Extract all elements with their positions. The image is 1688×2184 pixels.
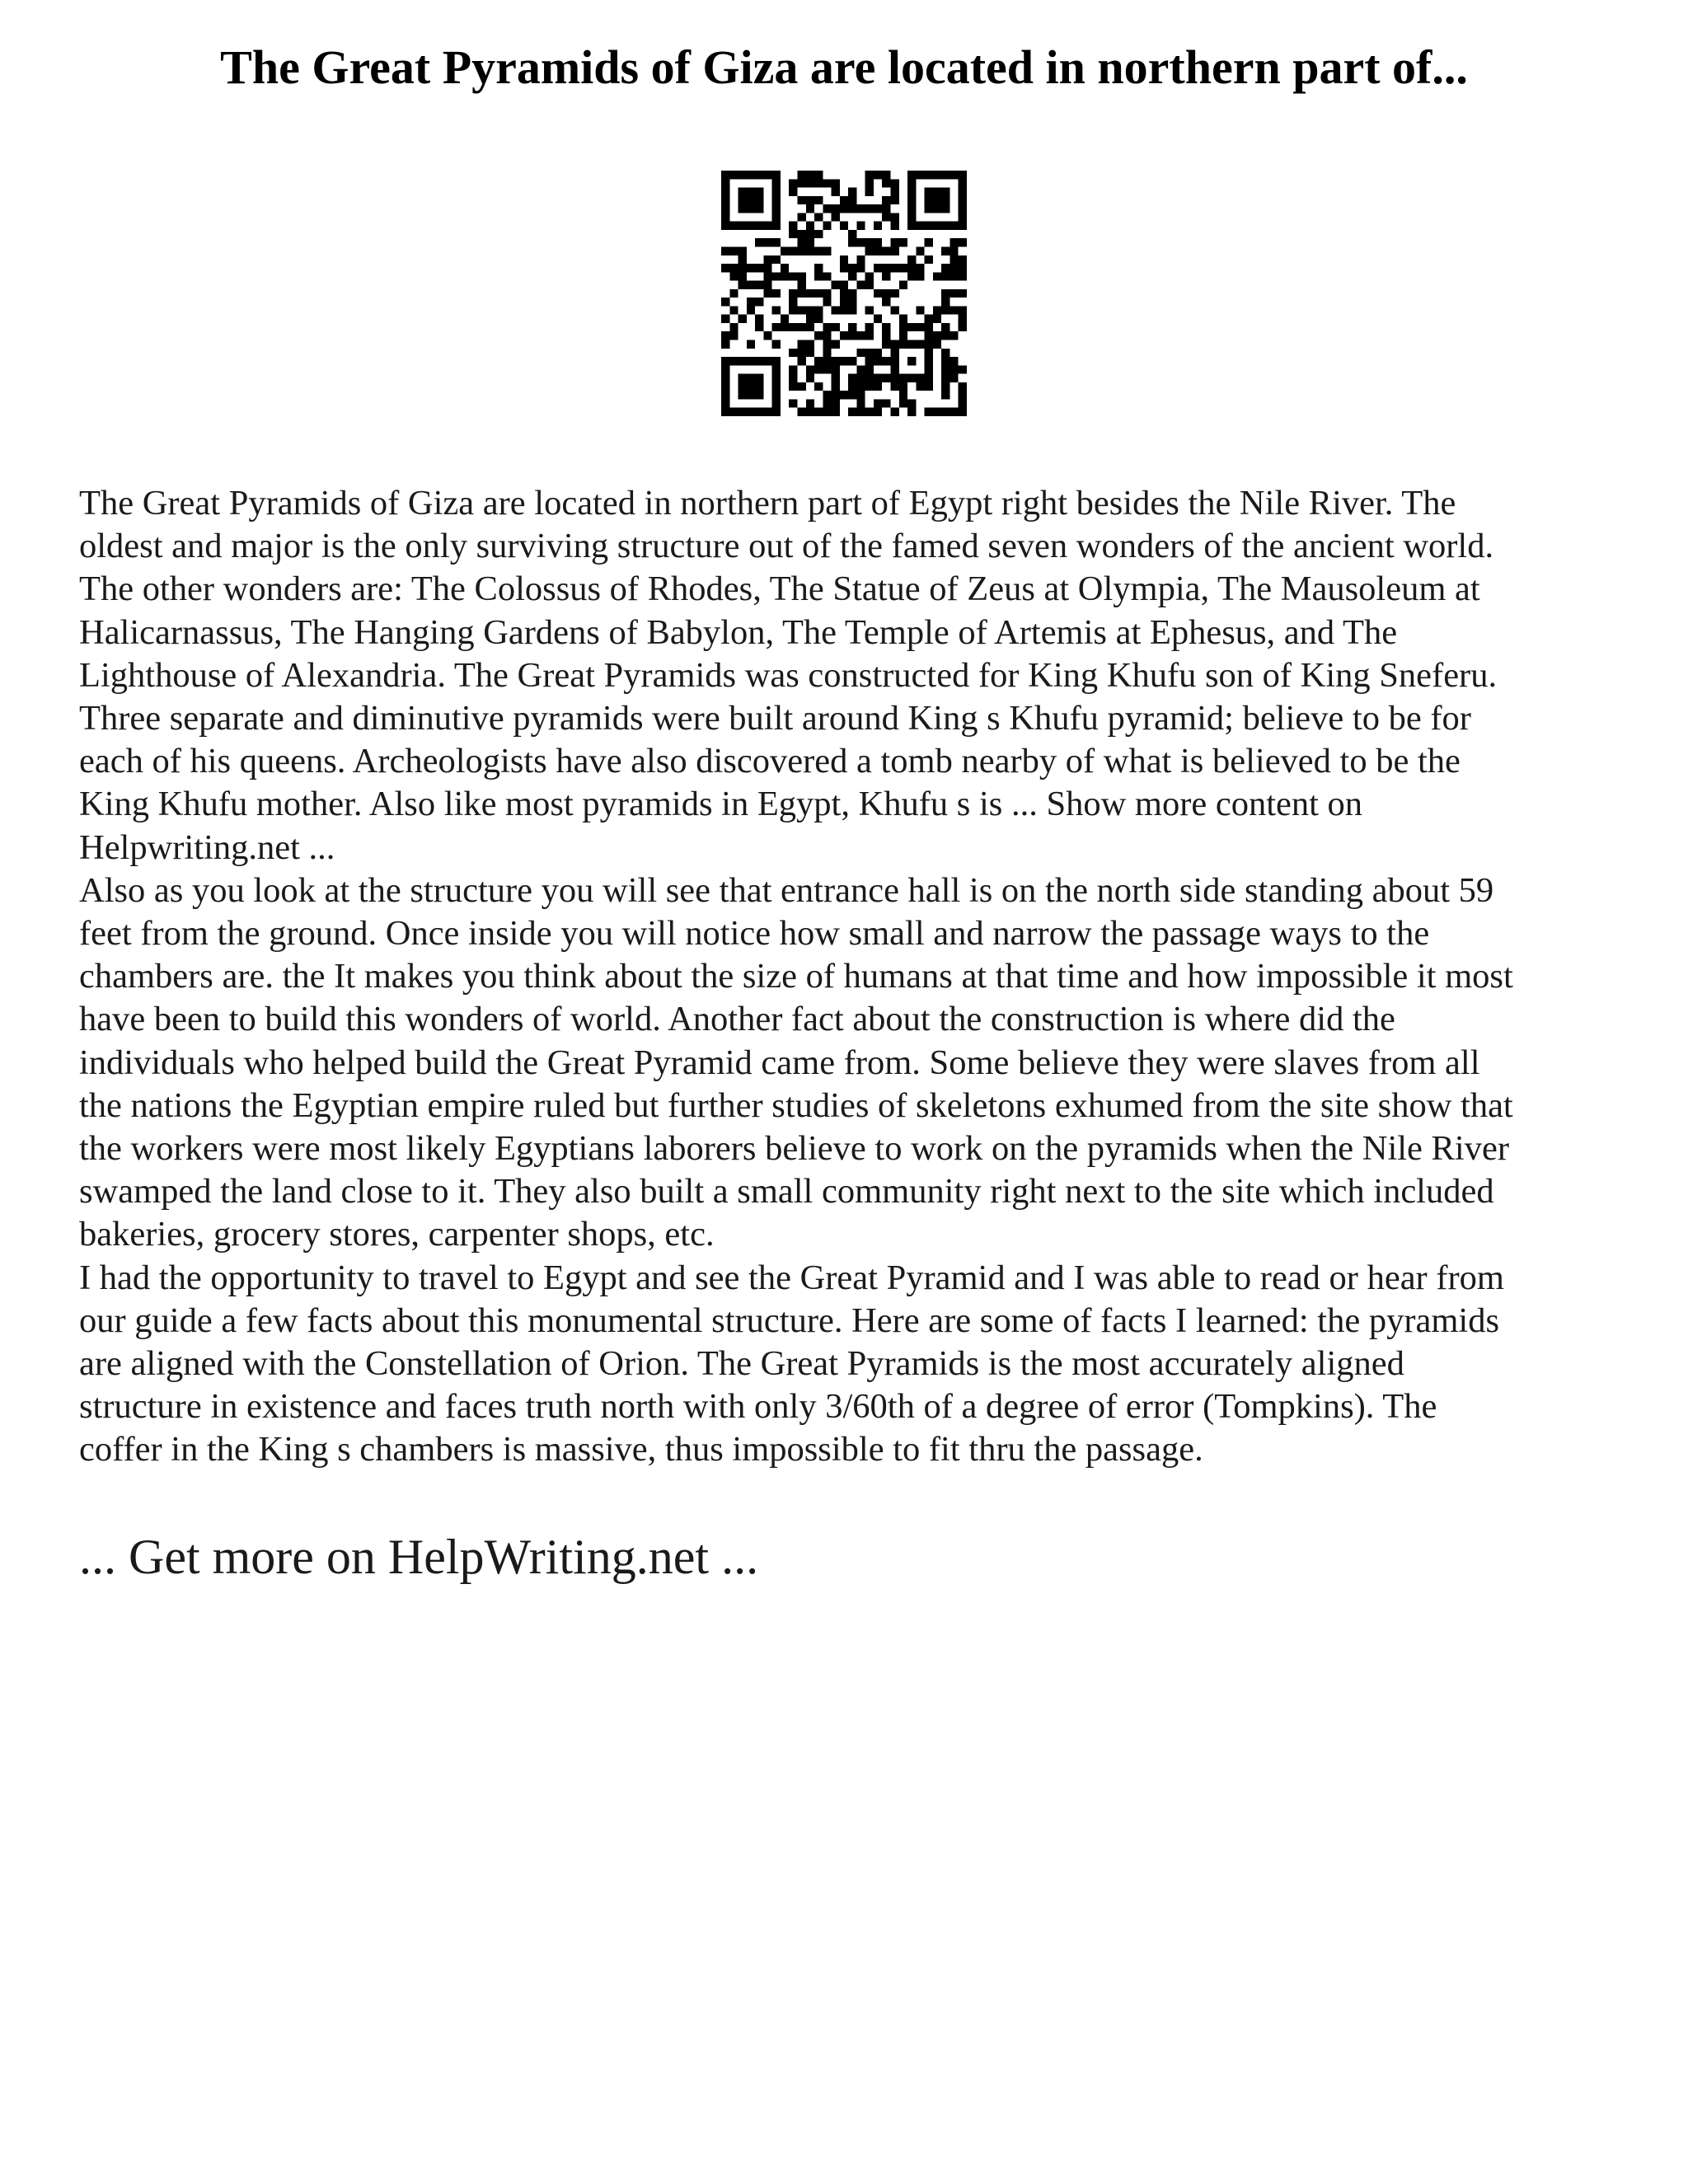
- qr-code-graphic: [721, 171, 967, 416]
- get-more-link[interactable]: ... Get more on HelpWriting.net ...: [79, 1530, 759, 1584]
- qr-code-icon[interactable]: [721, 171, 967, 416]
- paragraph-1: The Great Pyramids of Giza are located in northern part of Egypt right besides the Nile River. The oldest and major is the only surviving structure out of the famed seven wonders of the ancient world. The other wonders are: The Colossus of Rhodes, The Statue of Zeus at Olympia, The Mausoleum at Halicarnassus, The Hanging Gardens of Babylon, The Temple of Artemis at Ephesus, and The Lighthouse of Alexandria. The Great Pyramids was constructed for King Khufu son of King Sneferu. Three separate and diminutive pyramids were built around King s Khufu pyramid; believe to be for each of his queens. Archeologists have also discovered a tomb nearby of what is believed to be the King Khufu mother. Also like most pyramids in Egypt, Khufu s is ... Show more content on Helpwriting.net ...: [79, 484, 1498, 867]
- document-title: The Great Pyramids of Giza are located in northern part of...: [220, 40, 1468, 94]
- paragraph-2: Also as you look at the structure you will see that entrance hall is on the north side standing about 59 feet from the ground. Once inside you will notice how small and narrow the passage ways to the chambers are. the It makes you think about the size of humans at that time and how impossible it most have been to build this wonders of world. Another fact about the construction is where did the individuals who helped build the Great Pyramid came from. Some believe they were slaves from all the nations the Egyptian empire ruled but further studies of skeletons exhumed from the site show that the workers were most likely Egyptians laborers believe to work on the pyramids when the Nile River swamped the land close to it. They also built a small community right next to the site which included bakeries, grocery stores, carpenter shops, etc.: [79, 870, 1513, 1254]
- article-body: [79, 482, 1620, 1472]
- paragraph-3: I had the opportunity to travel to Egypt and see the Great Pyramid and I was able to read or hear from our guide a few facts about this monumental structure. Here are some of facts I learned: the pyramids are aligned with the Constellation of Orion. The Great Pyramids is the most accurately aligned structure in existence and faces truth north with only 3/60th of a degree of error (Tompkins). The coffer in the King s chambers is massive, thus impossible to fit thru the passage.: [79, 1258, 1504, 1469]
